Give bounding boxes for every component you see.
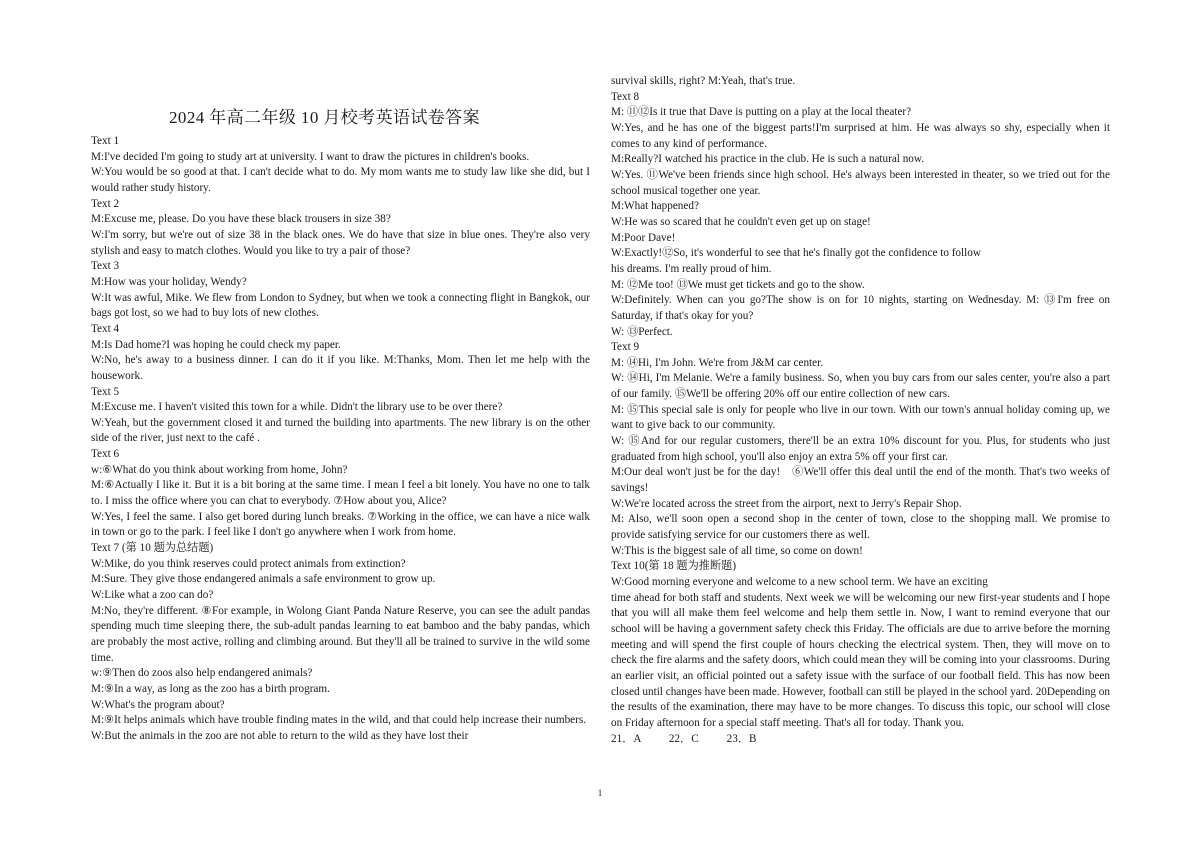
transcript-line: M:⑨It helps animals which have trouble finding mates in the wild, and that could help increase their numbers.	[91, 714, 587, 727]
section-heading: Text 4	[91, 322, 120, 335]
transcript-line: M:Our deal won't just be for the day! ⑥We'll offer this deal until the end of the month. That's two weeks of savings!	[611, 466, 1110, 495]
transcript-line: W:Good morning everyone and welcome to a new school term. We have an exciting	[611, 576, 988, 588]
transcript-line: M: Also, we'll soon open a second shop in the center of town, close to the shopping mall. We promise to provide satisfying service for our customers there as well.	[611, 513, 1110, 542]
right-column	[611, 74, 1110, 747]
transcript-line: w:⑨Then do zoos also help endangered animals?	[91, 667, 313, 680]
right-column-body	[611, 74, 1110, 732]
transcript-line: w:⑥What do you think about working from home, John?	[91, 463, 348, 476]
transcript-line: time ahead for both staff and students. Next week we will be welcoming our new first-year students and I hope that you will all make them feel welcome and help them settle in. Now, I want to remind everyone that our school will be having a government safety check this Friday. The officials are due to arrive before the morning meeting and will spend the first couple of hours checking the electrical system. Then, they will move on to check the fire alarms and the safety doors, which could mean they will be coming into your classrooms. During an earlier visit, an official pointed out a safety issue with the surface of our football field. This has now been closed until changes have been made. However, football can still be played in the school yard. 20Depending on the results of the examination, there may have to be more changes. To discuss this topic, our school will close on Friday afternoon for a special staff meeting. That's all for today. Thank you.	[611, 591, 1110, 729]
transcript-line: W:He was so scared that he couldn't even get up on stage!	[611, 215, 871, 228]
left-column-body	[91, 134, 590, 745]
transcript-line: M:I've decided I'm going to study art at university. I want to draw the pictures in children's books.	[91, 150, 530, 163]
transcript-line: his dreams. I'm really proud of him.	[611, 262, 772, 275]
transcript-line: M:Really?I watched his practice in the club. He is such a natural now.	[611, 153, 925, 166]
transcript-line: W:Yeah, but the government closed it and turned the building into apartments. The new library is on the other side of the river, just next to the café .	[91, 416, 590, 445]
section-heading: Text 9	[611, 341, 640, 354]
transcript-line: M:Is Dad home?I was hoping he could check my paper.	[91, 338, 341, 351]
transcript-line: survival skills, right? M:Yeah, that's true.	[611, 75, 796, 87]
section-heading: Text 8	[611, 90, 640, 103]
transcript-line: M:⑥Actually I like it. But it is a bit boring at the same time. I mean I feel a bit lonely. You have no one to talk to. I miss the office where you can chat to everybody. ⑦How about you, Alice?	[91, 479, 590, 508]
transcript-line: W:Definitely. When can you go?The show is on for 10 nights, starting on Wednesday. M: ⑬I'm free on Saturday, if that's okay for you?	[611, 294, 1110, 322]
transcript-line: W:Exactly!⑫So, it's wonderful to see that he's finally got the confidence to follow	[611, 247, 981, 260]
transcript-line: W:We're located across the street from the airport, next to Jerry's Repair Shop.	[611, 497, 962, 510]
transcript-line: W:Like what a zoo can do?	[91, 589, 214, 602]
transcript-line: W:I'm sorry, but we're out of size 38 in the black ones. We do have that size in blue ones. They're also very stylish and easy to match clothes. Would you like to try a pair of those?	[91, 228, 590, 257]
transcript-line: M:⑨In a way, as long as the zoo has a birth program.	[91, 682, 330, 695]
transcript-line: W:Yes, I feel the same. I also get bored during lunch breaks. ⑦Working in the office, we can have a nice walk in town or go to the park. I feel like I don't go anywhere when I work from home.	[91, 510, 590, 539]
transcript-line: W:But the animals in the zoo are not able to return to the wild as they have lost their	[91, 729, 469, 742]
transcript-line: W: ⑮And for our regular customers, there'll be an extra 10% discount for you. Plus, for students who just graduated from high school, you'll also enjoy an extra 5% off your first car.	[611, 435, 1110, 463]
transcript-line: W: ⑭Hi, I'm Melanie. We're a family business. So, when you buy cars from our sales center, you're also a part of our family. ⑮We'll be offering 20% off our entire collection of new cars.	[611, 372, 1110, 401]
transcript-line: M: ⑫Me too! ⑬We must get tickets and go to the show.	[611, 278, 865, 291]
transcript-line: W: ⑬Perfect.	[611, 325, 673, 338]
transcript-line: M: ⑮This special sale is only for people who live in our town. With our town's annual holiday coming up, we want to give back to our community.	[611, 403, 1110, 432]
section-heading: Text 6	[91, 448, 120, 461]
section-heading: Text 3	[91, 260, 120, 273]
transcript-line: M:Excuse me. I haven't visited this town for a while. Didn't the library use to be over there?	[91, 401, 503, 414]
transcript-line: M:Poor Dave!	[611, 231, 676, 244]
answer-key: 21．A 22．C 23．B	[611, 732, 757, 745]
section-heading: Text 5	[91, 385, 120, 398]
transcript-line: W:It was awful, Mike. We flew from London to Sydney, but when we took a connecting flight in Bangkok, our bags got lost, so we had to buy lots of new clothes.	[91, 291, 590, 320]
transcript-line: M: ⑪⑫Is it true that Dave is putting on a play at the local theater?	[611, 106, 912, 119]
transcript-line: M: ⑭Hi, I'm John. We're from J&M car center.	[611, 356, 824, 369]
transcript-line: M:Sure. They give those endangered animals a safe environment to grow up.	[91, 573, 436, 586]
transcript-line: W:This is the biggest sale of all time, so come on down!	[611, 544, 863, 557]
transcript-line: M:Excuse me, please. Do you have these black trousers in size 38?	[91, 213, 391, 226]
transcript-line: M:How was your holiday, Wendy?	[91, 275, 247, 288]
transcript-line: M:No, they're different. ⑧For example, in Wolong Giant Panda Nature Reserve, you can see the adult pandas spending much time sleeping there, the sub-adult pandas learning to eat bamboo and the baby pandas, which are probably the most active, rolling and climbing around. But they'll all be trained to survive in the wild some time.	[91, 604, 590, 664]
transcript-line: W:What's the program about?	[91, 698, 225, 711]
transcript-line: W:Yes, and he has one of the biggest parts!I'm surprised at him. He was always so shy, especially when it comes to any kind of performance.	[611, 121, 1110, 150]
transcript-line: M:What happened?	[611, 200, 699, 213]
document-title: 2024 年高二年级 10 月校考英语试卷答案	[169, 108, 480, 127]
section-heading: Text 2	[91, 197, 120, 210]
transcript-line: W:Mike, do you think reserves could protect animals from extinction?	[91, 557, 406, 570]
section-heading: Text 7 (第 10 题为总结题)	[91, 542, 214, 555]
section-heading: Text 10(第 18 题为推断题)	[611, 560, 737, 573]
page-number: 1	[597, 788, 603, 798]
transcript-line: W:No, he's away to a business dinner. I can do it if you like. M:Thanks, Mom. Then let me help with the housework.	[91, 354, 590, 382]
section-heading: Text 1	[91, 135, 120, 147]
transcript-line: W:Yes. ⑪We've been friends since high school. He's always been interested in theater, so we tried out for the school musical together one year.	[611, 168, 1110, 197]
left-column	[91, 108, 590, 745]
transcript-line: W:You would be so good at that. I can't decide what to do. My mom wants me to study law like she did, but I would rather study history.	[91, 166, 590, 194]
